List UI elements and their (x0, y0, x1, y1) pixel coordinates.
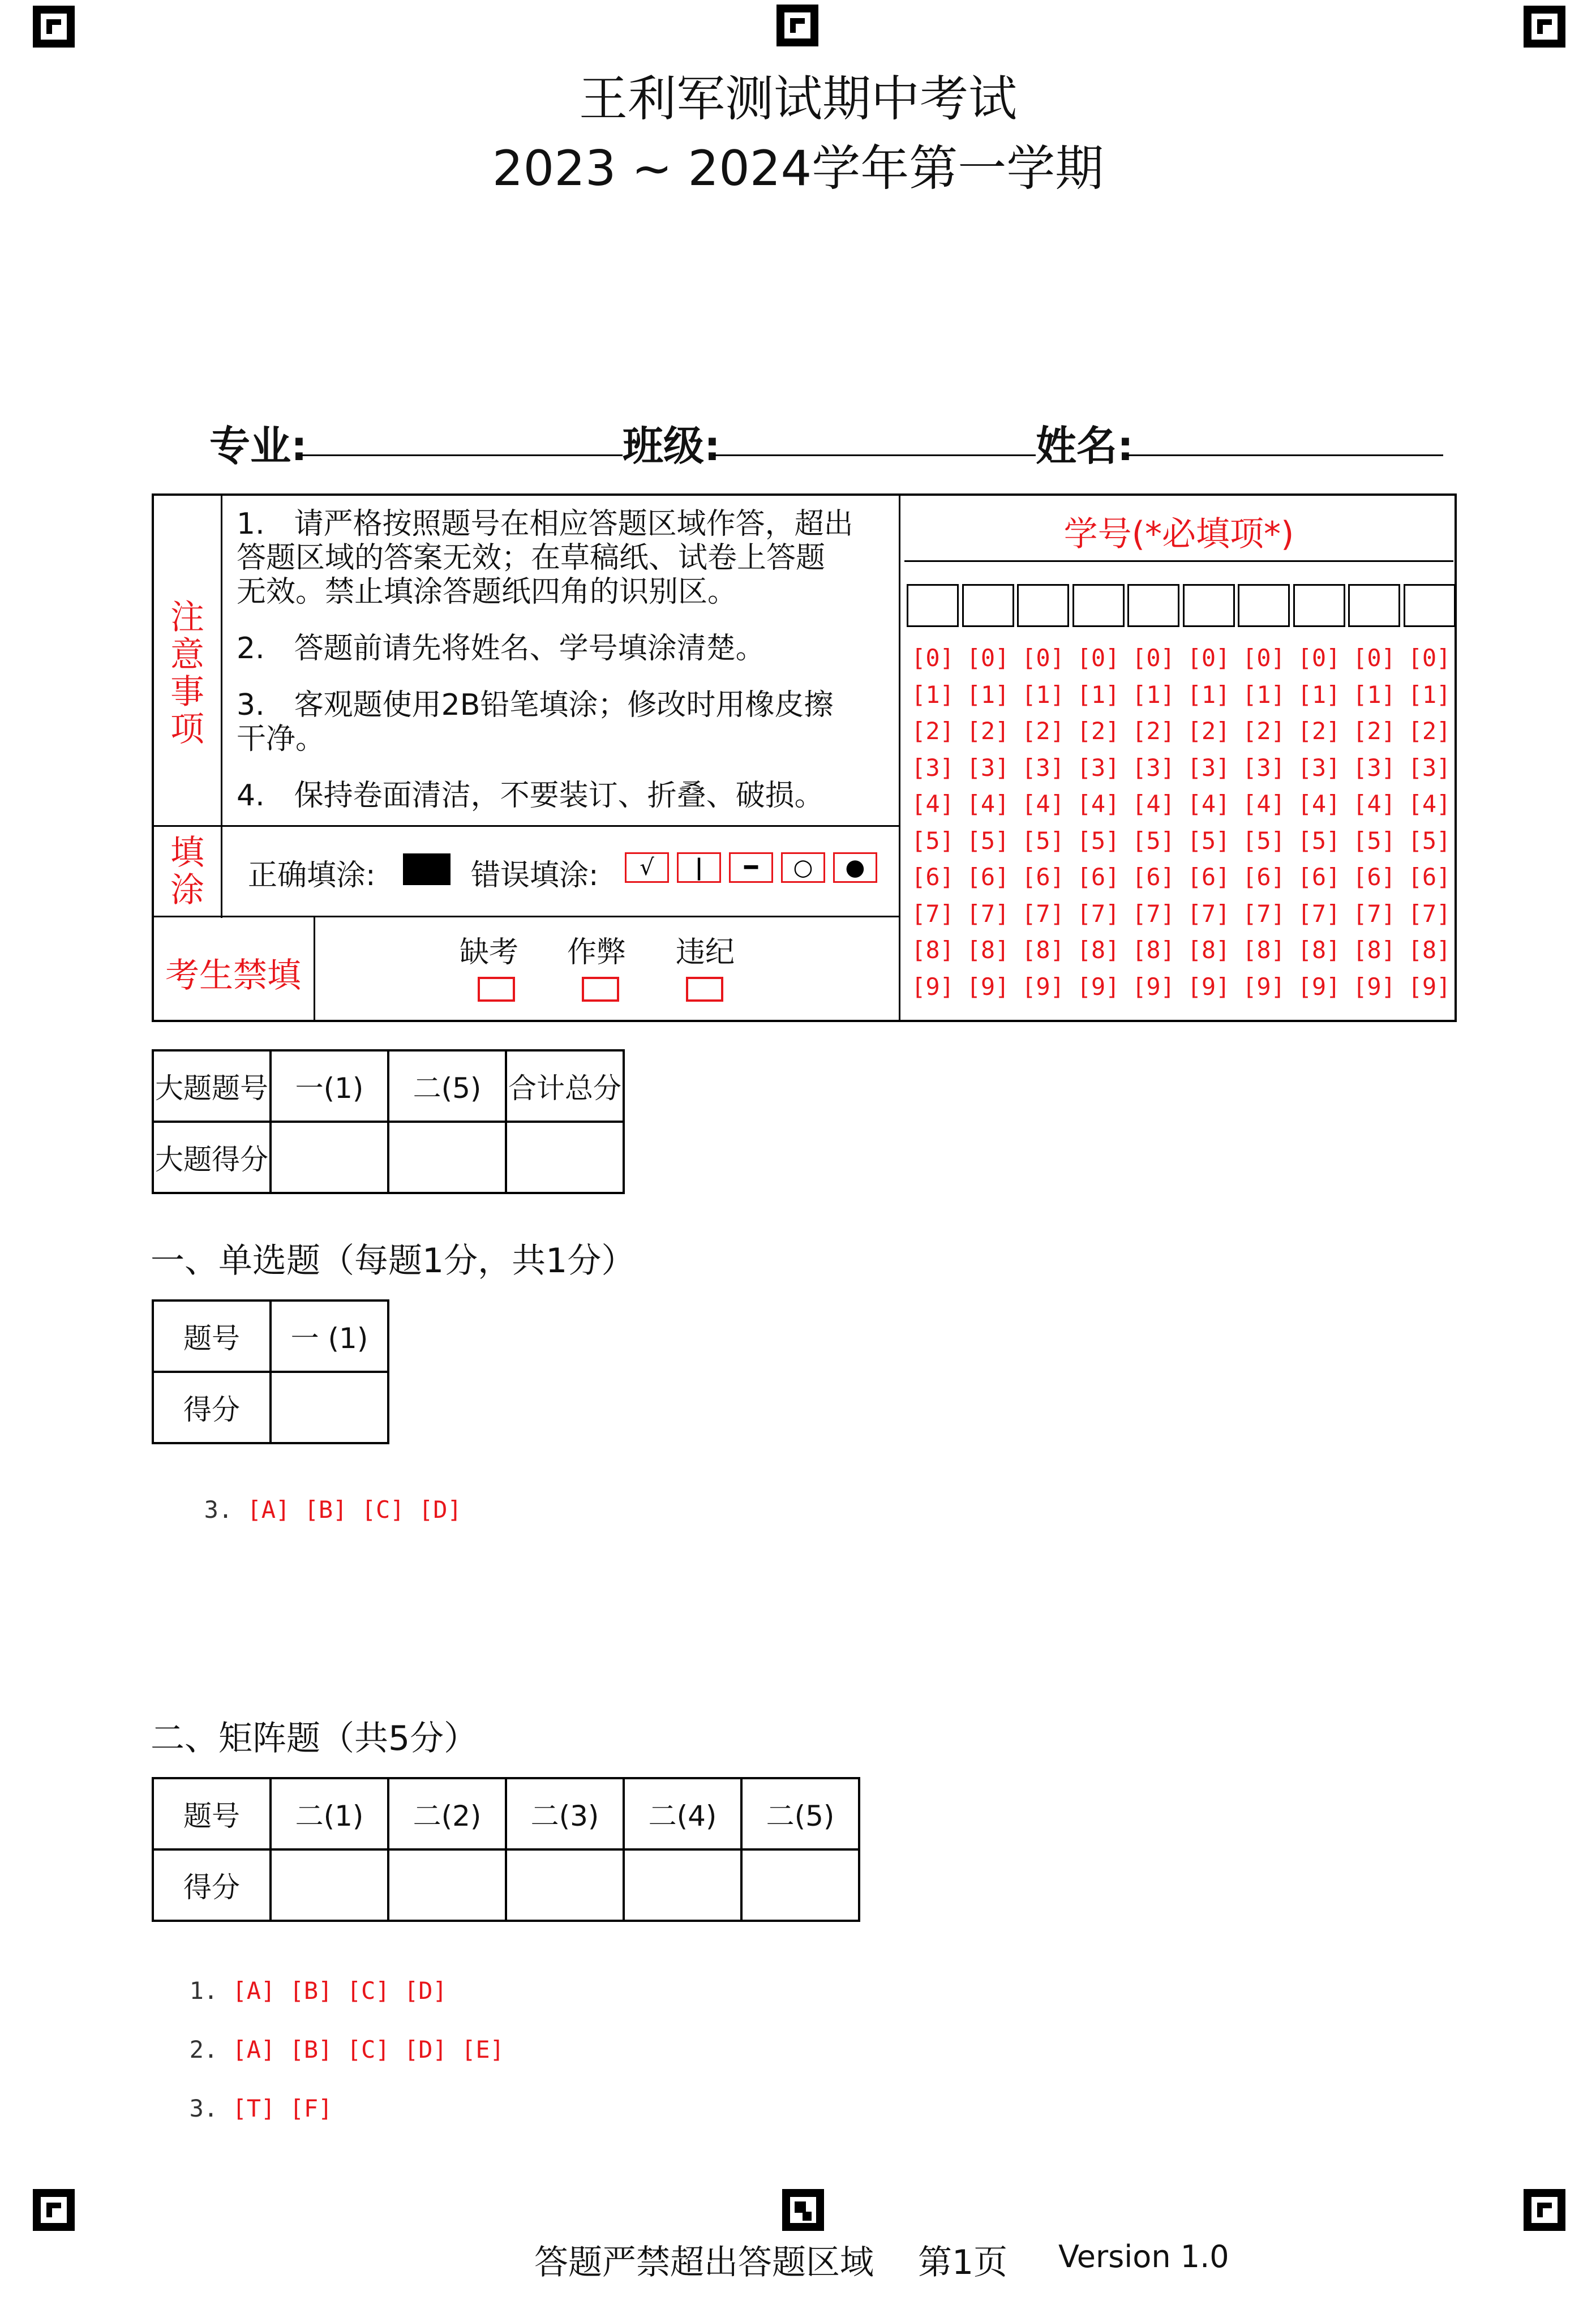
wrong-fill-circle: ○ (781, 852, 825, 883)
divider (314, 916, 315, 1020)
student-id-digit-bubble[interactable]: [7] (1132, 899, 1175, 928)
question-number: 1. (189, 1977, 218, 2005)
student-id-digit-bubble[interactable]: [7] (1076, 899, 1120, 928)
student-id-digit-bubble[interactable]: [2] (1132, 717, 1175, 745)
section2-header-cell: 二(5) (741, 1778, 859, 1849)
student-id-digit-bubble[interactable]: [0] (1022, 644, 1065, 672)
answer-sheet-info-box (152, 493, 1457, 1022)
student-id-digit-bubble[interactable]: [2] (1297, 717, 1341, 745)
student-id-heading: 学号(*必填项*) (1063, 514, 1294, 554)
question-number: 3. (189, 2095, 218, 2122)
student-id-digit-bubble[interactable]: [2] (1187, 717, 1230, 745)
student-id-digit-bubble[interactable]: [4] (1187, 790, 1230, 818)
option-c[interactable]: [C] (346, 1977, 390, 2005)
student-id-digit-bubble[interactable]: [2] (1353, 717, 1396, 745)
student-id-digit-bubble[interactable]: [4] (1132, 790, 1175, 818)
student-id-digit-bubble[interactable]: [8] (1408, 936, 1451, 964)
wrong-fill-dash: ━ (729, 852, 773, 883)
student-id-digit-bubble[interactable]: [0] (1076, 644, 1120, 672)
option-c[interactable]: [C] (361, 1496, 405, 1523)
section2-title: 二、矩阵题（共5分） (151, 1719, 478, 1758)
student-id-digit-bubble[interactable]: [8] (911, 936, 954, 964)
summary-header-cell: 一(1) (271, 1050, 388, 1122)
student-id-digit-bubble[interactable]: [5] (911, 826, 954, 855)
student-id-input-cell[interactable] (1183, 584, 1235, 627)
student-id-digit-bubble[interactable]: [3] (911, 753, 954, 782)
student-id-input-cell[interactable] (1404, 584, 1456, 627)
section2-header-cell: 二(1) (271, 1778, 388, 1849)
absent-checkbox[interactable] (478, 977, 515, 1002)
student-id-digit-bubble[interactable]: [8] (1297, 936, 1341, 964)
student-id-digit-bubble[interactable]: [4] (1297, 790, 1341, 818)
student-id-digit-bubble[interactable]: [3] (1022, 753, 1065, 782)
option-f[interactable]: [F] (289, 2095, 333, 2122)
section1-score-table (152, 1299, 389, 1444)
student-id-digit-bubble[interactable]: [0] (1242, 644, 1285, 672)
student-id-input-cell[interactable] (1127, 584, 1179, 627)
correct-fill-example (403, 853, 451, 885)
divider (154, 825, 899, 827)
student-id-digit-bubble[interactable]: [7] (966, 899, 1010, 928)
student-id-digit-bubble[interactable]: [4] (1022, 790, 1065, 818)
option-a[interactable]: [A] (247, 1496, 290, 1523)
student-id-digit-bubble[interactable]: [0] (1297, 644, 1341, 672)
student-id-digit-bubble[interactable]: [6] (1076, 863, 1120, 891)
option-a[interactable]: [A] (232, 2036, 276, 2063)
divider (904, 560, 1453, 562)
notice-item-2: 2. 答题前请先将姓名、学号填涂清楚。 (237, 632, 765, 666)
wrong-fill-dot: ● (833, 852, 877, 883)
corner-marker-top-left (33, 6, 75, 48)
student-id-digit-bubble[interactable]: [4] (1353, 790, 1396, 818)
student-id-digit-bubble[interactable]: [3] (1353, 753, 1396, 782)
student-id-digit-bubble[interactable]: [7] (1187, 899, 1230, 928)
student-id-digit-bubble[interactable]: [4] (1408, 790, 1451, 818)
summary-header-cell: 二(5) (388, 1050, 506, 1122)
student-id-digit-bubble[interactable]: [3] (1187, 753, 1230, 782)
option-a[interactable]: [A] (232, 1977, 276, 2005)
footer-warning: 答题严禁超出答题区域 (534, 2243, 874, 2282)
footer-page-number: 第1页 (918, 2243, 1008, 2282)
student-id-digit-bubble[interactable]: [8] (1076, 936, 1120, 964)
student-id-digit-bubble[interactable]: [3] (966, 753, 1010, 782)
student-id-digit-bubble[interactable]: [1] (1187, 680, 1230, 709)
summary-score-table (152, 1049, 625, 1194)
student-id-digit-bubble[interactable]: [3] (1408, 753, 1451, 782)
name-field[interactable] (1126, 453, 1443, 456)
section2-score-cell[interactable] (624, 1849, 741, 1921)
class-field[interactable] (713, 453, 1036, 456)
student-id-digit-bubble[interactable]: [8] (1353, 936, 1396, 964)
section2-score-cell[interactable] (388, 1849, 506, 1921)
divider (154, 916, 899, 917)
option-t[interactable]: [T] (232, 2095, 276, 2122)
student-id-digit-bubble[interactable]: [2] (1022, 717, 1065, 745)
student-id-digit-bubble[interactable]: [6] (1297, 863, 1341, 891)
student-id-input-cell[interactable] (1238, 584, 1290, 627)
notice-item-1: 1. 请严格按照题号在相应答题区域作答，超出答题区域的答案无效；在草稿纸、试卷上答题无效。禁止填涂答题纸四角的识别区。 (237, 507, 853, 609)
student-id-digit-bubble[interactable]: [3] (1297, 753, 1341, 782)
student-id-digit-bubble[interactable]: [9] (1408, 972, 1451, 1001)
student-id-digit-bubble[interactable]: [7] (1408, 899, 1451, 928)
option-b[interactable]: [B] (289, 1977, 333, 2005)
student-id-digit-bubble[interactable]: [6] (1022, 863, 1065, 891)
section1-question-3 (175, 1468, 462, 1523)
student-id-digit-bubble[interactable]: [0] (966, 644, 1010, 672)
student-id-digit-bubble[interactable]: [6] (911, 863, 954, 891)
student-id-digit-bubble[interactable]: [0] (911, 644, 954, 672)
correct-fill-label: 正确填涂: (248, 859, 376, 892)
student-id-digit-bubble[interactable]: [7] (1353, 899, 1396, 928)
section2-question-2 (161, 2008, 504, 2063)
violation-label: 违纪 (676, 935, 735, 969)
student-id-digit-bubble[interactable]: [0] (1408, 644, 1451, 672)
footer-version: Version 1.0 (1058, 2239, 1229, 2274)
student-id-digit-bubble[interactable]: [9] (1242, 972, 1285, 1001)
student-id-digit-bubble[interactable]: [9] (1353, 972, 1396, 1001)
corner-marker-bottom-left (33, 2189, 75, 2231)
notice-heading-char: 注 (170, 598, 204, 637)
violation-checkbox[interactable] (686, 977, 723, 1002)
corner-marker-bottom-right (1524, 2189, 1565, 2231)
student-id-digit-bubble[interactable]: [1] (911, 680, 954, 709)
student-id-digit-bubble[interactable]: [6] (966, 863, 1010, 891)
student-id-digit-bubble[interactable]: [5] (1408, 826, 1451, 855)
fill-heading-char: 涂 (170, 870, 204, 910)
student-id-input-cell[interactable] (1017, 584, 1069, 627)
exam-status-heading: 考生禁填 (165, 956, 301, 995)
student-id-digit-bubble[interactable]: [0] (1353, 644, 1396, 672)
student-id-digit-bubble[interactable]: [8] (966, 936, 1010, 964)
option-d[interactable]: [D] (418, 1496, 462, 1523)
student-id-input-cell[interactable] (1348, 584, 1400, 627)
student-id-digit-bubble[interactable]: [3] (1132, 753, 1175, 782)
student-id-digit-bubble[interactable]: [9] (1187, 972, 1230, 1001)
section2-question-1 (161, 1949, 447, 2005)
student-id-digit-bubble[interactable]: [2] (1076, 717, 1120, 745)
major-field[interactable] (300, 453, 623, 456)
section1-score-cell[interactable] (271, 1372, 388, 1443)
notice-heading-char: 项 (170, 710, 204, 749)
student-id-digit-bubble[interactable]: [1] (1242, 680, 1285, 709)
summary-score-cell[interactable] (271, 1122, 388, 1193)
cheating-checkbox[interactable] (582, 977, 619, 1002)
student-id-digit-bubble[interactable]: [8] (1242, 936, 1285, 964)
student-id-digit-bubble[interactable]: [6] (1187, 863, 1230, 891)
student-id-input-cell[interactable] (907, 584, 959, 627)
section2-header-cell: 二(2) (388, 1778, 506, 1849)
option-e[interactable]: [E] (461, 2036, 504, 2063)
section1-title: 一、单选题（每题1分，共1分） (151, 1241, 636, 1281)
student-id-input-cell[interactable] (962, 584, 1014, 627)
section1-header-cell: 一 (1) (271, 1301, 388, 1372)
student-id-digit-bubble[interactable]: [4] (1076, 790, 1120, 818)
section2-header-cell: 题号 (153, 1778, 271, 1849)
summary-score-cell[interactable] (506, 1122, 624, 1193)
option-c[interactable]: [C] (346, 2036, 390, 2063)
student-id-digit-bubble[interactable]: [7] (911, 899, 954, 928)
student-id-digit-bubble[interactable]: [5] (1353, 826, 1396, 855)
student-id-digit-bubble[interactable]: [9] (911, 972, 954, 1001)
corner-marker-bottom-center (782, 2189, 824, 2231)
student-id-digit-bubble[interactable]: [2] (1408, 717, 1451, 745)
student-id-digit-bubble[interactable]: [9] (1076, 972, 1120, 1001)
student-id-digit-bubble[interactable]: [5] (1242, 826, 1285, 855)
student-id-digit-bubble[interactable]: [1] (1022, 680, 1065, 709)
section2-score-cell[interactable] (271, 1849, 388, 1921)
student-id-digit-bubble[interactable]: [1] (1297, 680, 1341, 709)
student-id-digit-bubble[interactable]: [6] (1408, 863, 1451, 891)
section1-header-cell: 题号 (153, 1301, 271, 1372)
student-id-digit-bubble[interactable]: [6] (1132, 863, 1175, 891)
student-id-digit-bubble[interactable]: [4] (911, 790, 954, 818)
notice-item-3: 3. 客观题使用2B铅笔填涂；修改时用橡皮擦干净。 (237, 688, 834, 756)
student-id-digit-bubble[interactable]: [2] (911, 717, 954, 745)
exam-term: 2023 ~ 2024学年第一学期 (492, 140, 1104, 197)
student-id-digit-bubble[interactable]: [1] (1132, 680, 1175, 709)
option-b[interactable]: [B] (289, 2036, 333, 2063)
student-id-input-cell[interactable] (1293, 584, 1345, 627)
student-id-digit-bubble[interactable]: [0] (1187, 644, 1230, 672)
student-id-digit-bubble[interactable]: [2] (966, 717, 1010, 745)
student-id-digit-bubble[interactable]: [1] (1408, 680, 1451, 709)
section2-score-label: 得分 (153, 1849, 271, 1921)
student-id-digit-bubble[interactable]: [8] (1132, 936, 1175, 964)
exam-title: 王利军测试期中考试 (579, 71, 1017, 127)
student-id-digit-bubble[interactable]: [6] (1242, 863, 1285, 891)
summary-score-cell[interactable] (388, 1122, 506, 1193)
option-d[interactable]: [D] (404, 2036, 447, 2063)
major-label: 专业: (209, 422, 307, 470)
option-d[interactable]: [D] (404, 1977, 447, 2005)
student-id-digit-bubble[interactable]: [3] (1076, 753, 1120, 782)
student-id-input-cell[interactable] (1072, 584, 1125, 627)
summary-score-label: 大题得分 (153, 1122, 271, 1193)
student-id-digit-bubble[interactable]: [5] (1187, 826, 1230, 855)
question-number: 2. (189, 2036, 218, 2063)
student-id-digit-bubble[interactable]: [9] (1132, 972, 1175, 1001)
student-id-digit-bubble[interactable]: [5] (1297, 826, 1341, 855)
wrong-fill-bar: | (677, 852, 721, 883)
student-id-digit-bubble[interactable]: [7] (1022, 899, 1065, 928)
name-label: 姓名: (1036, 422, 1134, 470)
section2-header-cell: 二(3) (506, 1778, 624, 1849)
student-id-digit-bubble[interactable]: [8] (1022, 936, 1065, 964)
fill-heading (154, 834, 221, 909)
section2-header-cell: 二(4) (624, 1778, 741, 1849)
notice-heading (154, 599, 221, 748)
student-id-digit-bubble[interactable]: [8] (1187, 936, 1230, 964)
cheating-label: 作弊 (567, 935, 627, 969)
section2-score-table (152, 1777, 860, 1922)
student-id-digit-bubble[interactable]: [1] (966, 680, 1010, 709)
summary-header-cell: 合计总分 (506, 1050, 624, 1122)
student-id-digit-bubble[interactable]: [4] (966, 790, 1010, 818)
fill-heading-char: 填 (170, 833, 204, 873)
student-id-digit-bubble[interactable]: [5] (1132, 826, 1175, 855)
student-id-digit-bubble[interactable]: [5] (1076, 826, 1120, 855)
student-id-digit-bubble[interactable]: [9] (966, 972, 1010, 1001)
student-id-digit-bubble[interactable]: [9] (1022, 972, 1065, 1001)
option-b[interactable]: [B] (304, 1496, 347, 1523)
student-id-digit-bubble[interactable]: [1] (1076, 680, 1120, 709)
notice-heading-char: 意 (170, 635, 204, 675)
divider (899, 496, 900, 1020)
student-id-digit-bubble[interactable]: [1] (1353, 680, 1396, 709)
wrong-fill-label: 错误填涂: (471, 859, 599, 892)
student-info-row (209, 413, 1443, 470)
absent-label: 缺考 (460, 935, 519, 969)
student-id-digit-bubble[interactable]: [0] (1132, 644, 1175, 672)
class-label: 班级: (623, 422, 720, 470)
student-id-digit-bubble[interactable]: [6] (1353, 863, 1396, 891)
student-id-digit-bubble[interactable]: [7] (1297, 899, 1341, 928)
section2-score-cell[interactable] (741, 1849, 859, 1921)
student-id-digit-bubble[interactable]: [9] (1297, 972, 1341, 1001)
student-id-digit-bubble[interactable]: [3] (1242, 753, 1285, 782)
corner-marker-top-center (776, 5, 818, 46)
student-id-digit-bubble[interactable]: [5] (966, 826, 1010, 855)
section2-score-cell[interactable] (506, 1849, 624, 1921)
section2-question-3 (161, 2067, 332, 2122)
wrong-fill-check: √ (625, 852, 669, 883)
notice-item-4: 4. 保持卷面清洁，不要装订、折叠、破损。 (237, 779, 824, 813)
student-id-digit-bubble[interactable]: [5] (1022, 826, 1065, 855)
divider (221, 496, 222, 918)
student-id-digit-bubble[interactable]: [2] (1242, 717, 1285, 745)
question-number: 3. (204, 1496, 233, 1523)
student-id-digit-bubble[interactable]: [7] (1242, 899, 1285, 928)
notice-heading-char: 事 (170, 672, 204, 712)
summary-header-cell: 大题题号 (153, 1050, 271, 1122)
corner-marker-top-right (1524, 6, 1565, 48)
section1-score-label: 得分 (153, 1372, 271, 1443)
student-id-digit-bubble[interactable]: [4] (1242, 790, 1285, 818)
